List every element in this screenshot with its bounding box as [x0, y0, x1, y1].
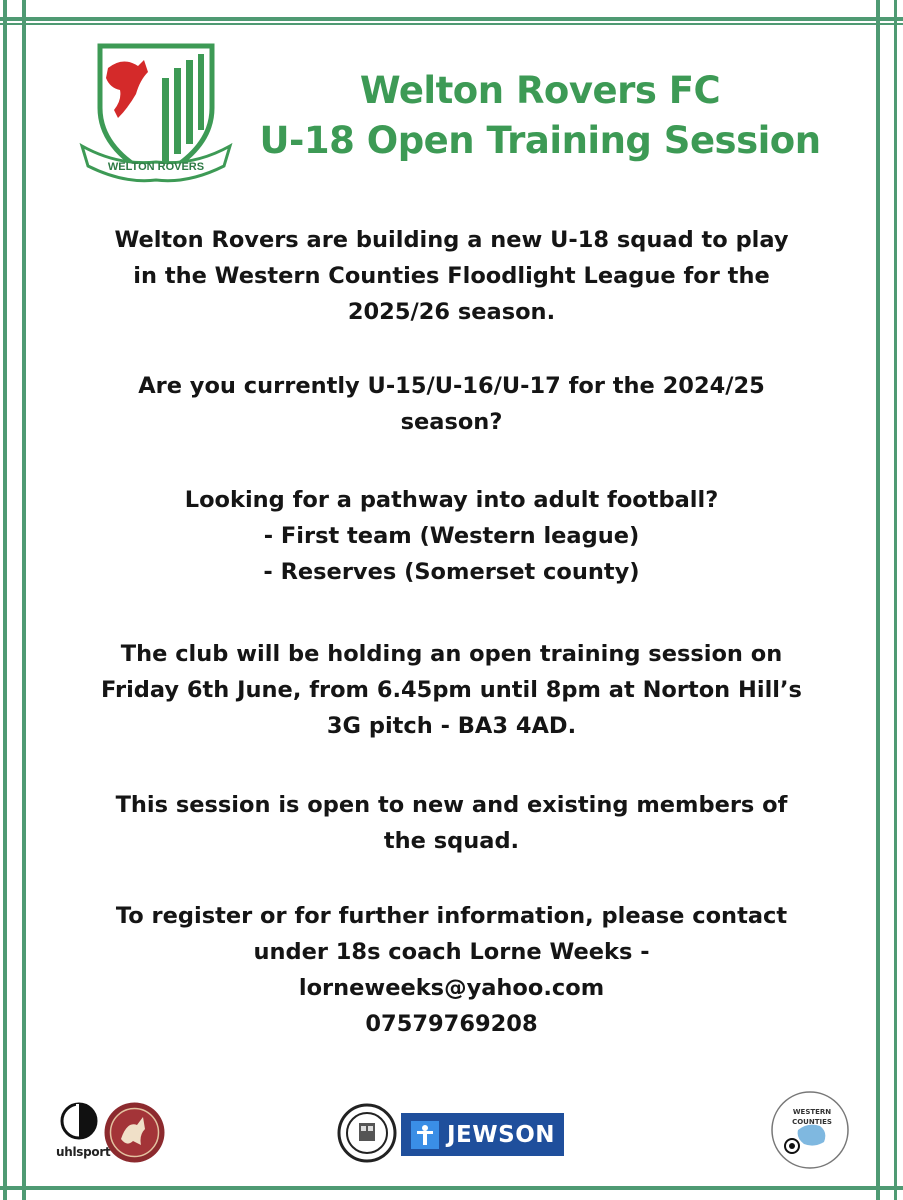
paragraph-session-details	[40, 636, 863, 744]
western-counties-line1: WESTERN	[792, 1108, 832, 1116]
text-line: 3G pitch - BA3 4AD.	[326, 713, 577, 739]
frame-right-outer	[894, 0, 897, 1200]
paragraph-contact	[40, 898, 863, 1042]
football-association-seal-logo	[337, 1103, 397, 1163]
frame-top-inner	[0, 23, 903, 25]
text-line: Welton Rovers are building a new U-18 squad to play	[114, 227, 789, 253]
text-line: under 18s coach Lorne Weeks -	[253, 939, 650, 965]
paragraph-age-question	[40, 368, 863, 440]
western-counties-league-logo	[768, 1090, 852, 1170]
jewson-figure-icon	[411, 1121, 439, 1149]
text-line: Looking for a pathway into adult football?	[184, 487, 719, 513]
text-line: This session is open to new and existing members of	[115, 792, 788, 818]
league-crest-logo	[103, 1101, 166, 1164]
paragraph-pathway	[40, 482, 863, 590]
jewson-sponsor-badge	[401, 1113, 564, 1156]
frame-right	[876, 0, 880, 1200]
contact-email: lorneweeks@yahoo.com	[298, 975, 605, 1001]
crest-banner-text: WELTON ROVERS	[107, 161, 205, 173]
text-line: - Reserves (Somerset county)	[263, 559, 640, 585]
western-counties-line2: COUNTIES	[792, 1118, 832, 1126]
frame-left-outer	[3, 0, 7, 1200]
uhlsport-logo-icon	[56, 1100, 102, 1146]
text-line: in the Western Counties Floodlight League for the	[133, 263, 770, 289]
paragraph-squad-intro	[40, 222, 863, 330]
frame-left	[22, 0, 26, 1200]
uhlsport-label: uhlsport	[56, 1145, 111, 1159]
text-line: To register or for further information, please contact	[115, 903, 788, 929]
welton-rovers-crest-logo	[78, 38, 234, 188]
title-block	[250, 66, 830, 166]
text-line: Friday 6th June, from 6.45pm until 8pm at Norton Hill’s	[101, 677, 802, 703]
jewson-figure-svg	[411, 1121, 439, 1149]
contact-phone: 07579769208	[365, 1011, 538, 1037]
jewson-label: JEWSON	[447, 1121, 556, 1148]
frame-top	[0, 17, 903, 21]
text-line: Are you currently U-15/U-16/U-17 for the 2024/25	[138, 373, 765, 399]
frame-bottom	[0, 1186, 903, 1190]
text-line: - First team (Western league)	[263, 523, 640, 549]
paragraph-open-to	[40, 787, 863, 859]
event-title: U-18 Open Training Session	[259, 119, 821, 162]
text-line: 2025/26 season.	[347, 299, 556, 325]
text-line: the squad.	[383, 828, 520, 854]
text-line: season?	[400, 409, 503, 435]
text-line: The club will be holding an open training session on	[120, 641, 783, 667]
club-name: Welton Rovers FC	[359, 69, 721, 112]
